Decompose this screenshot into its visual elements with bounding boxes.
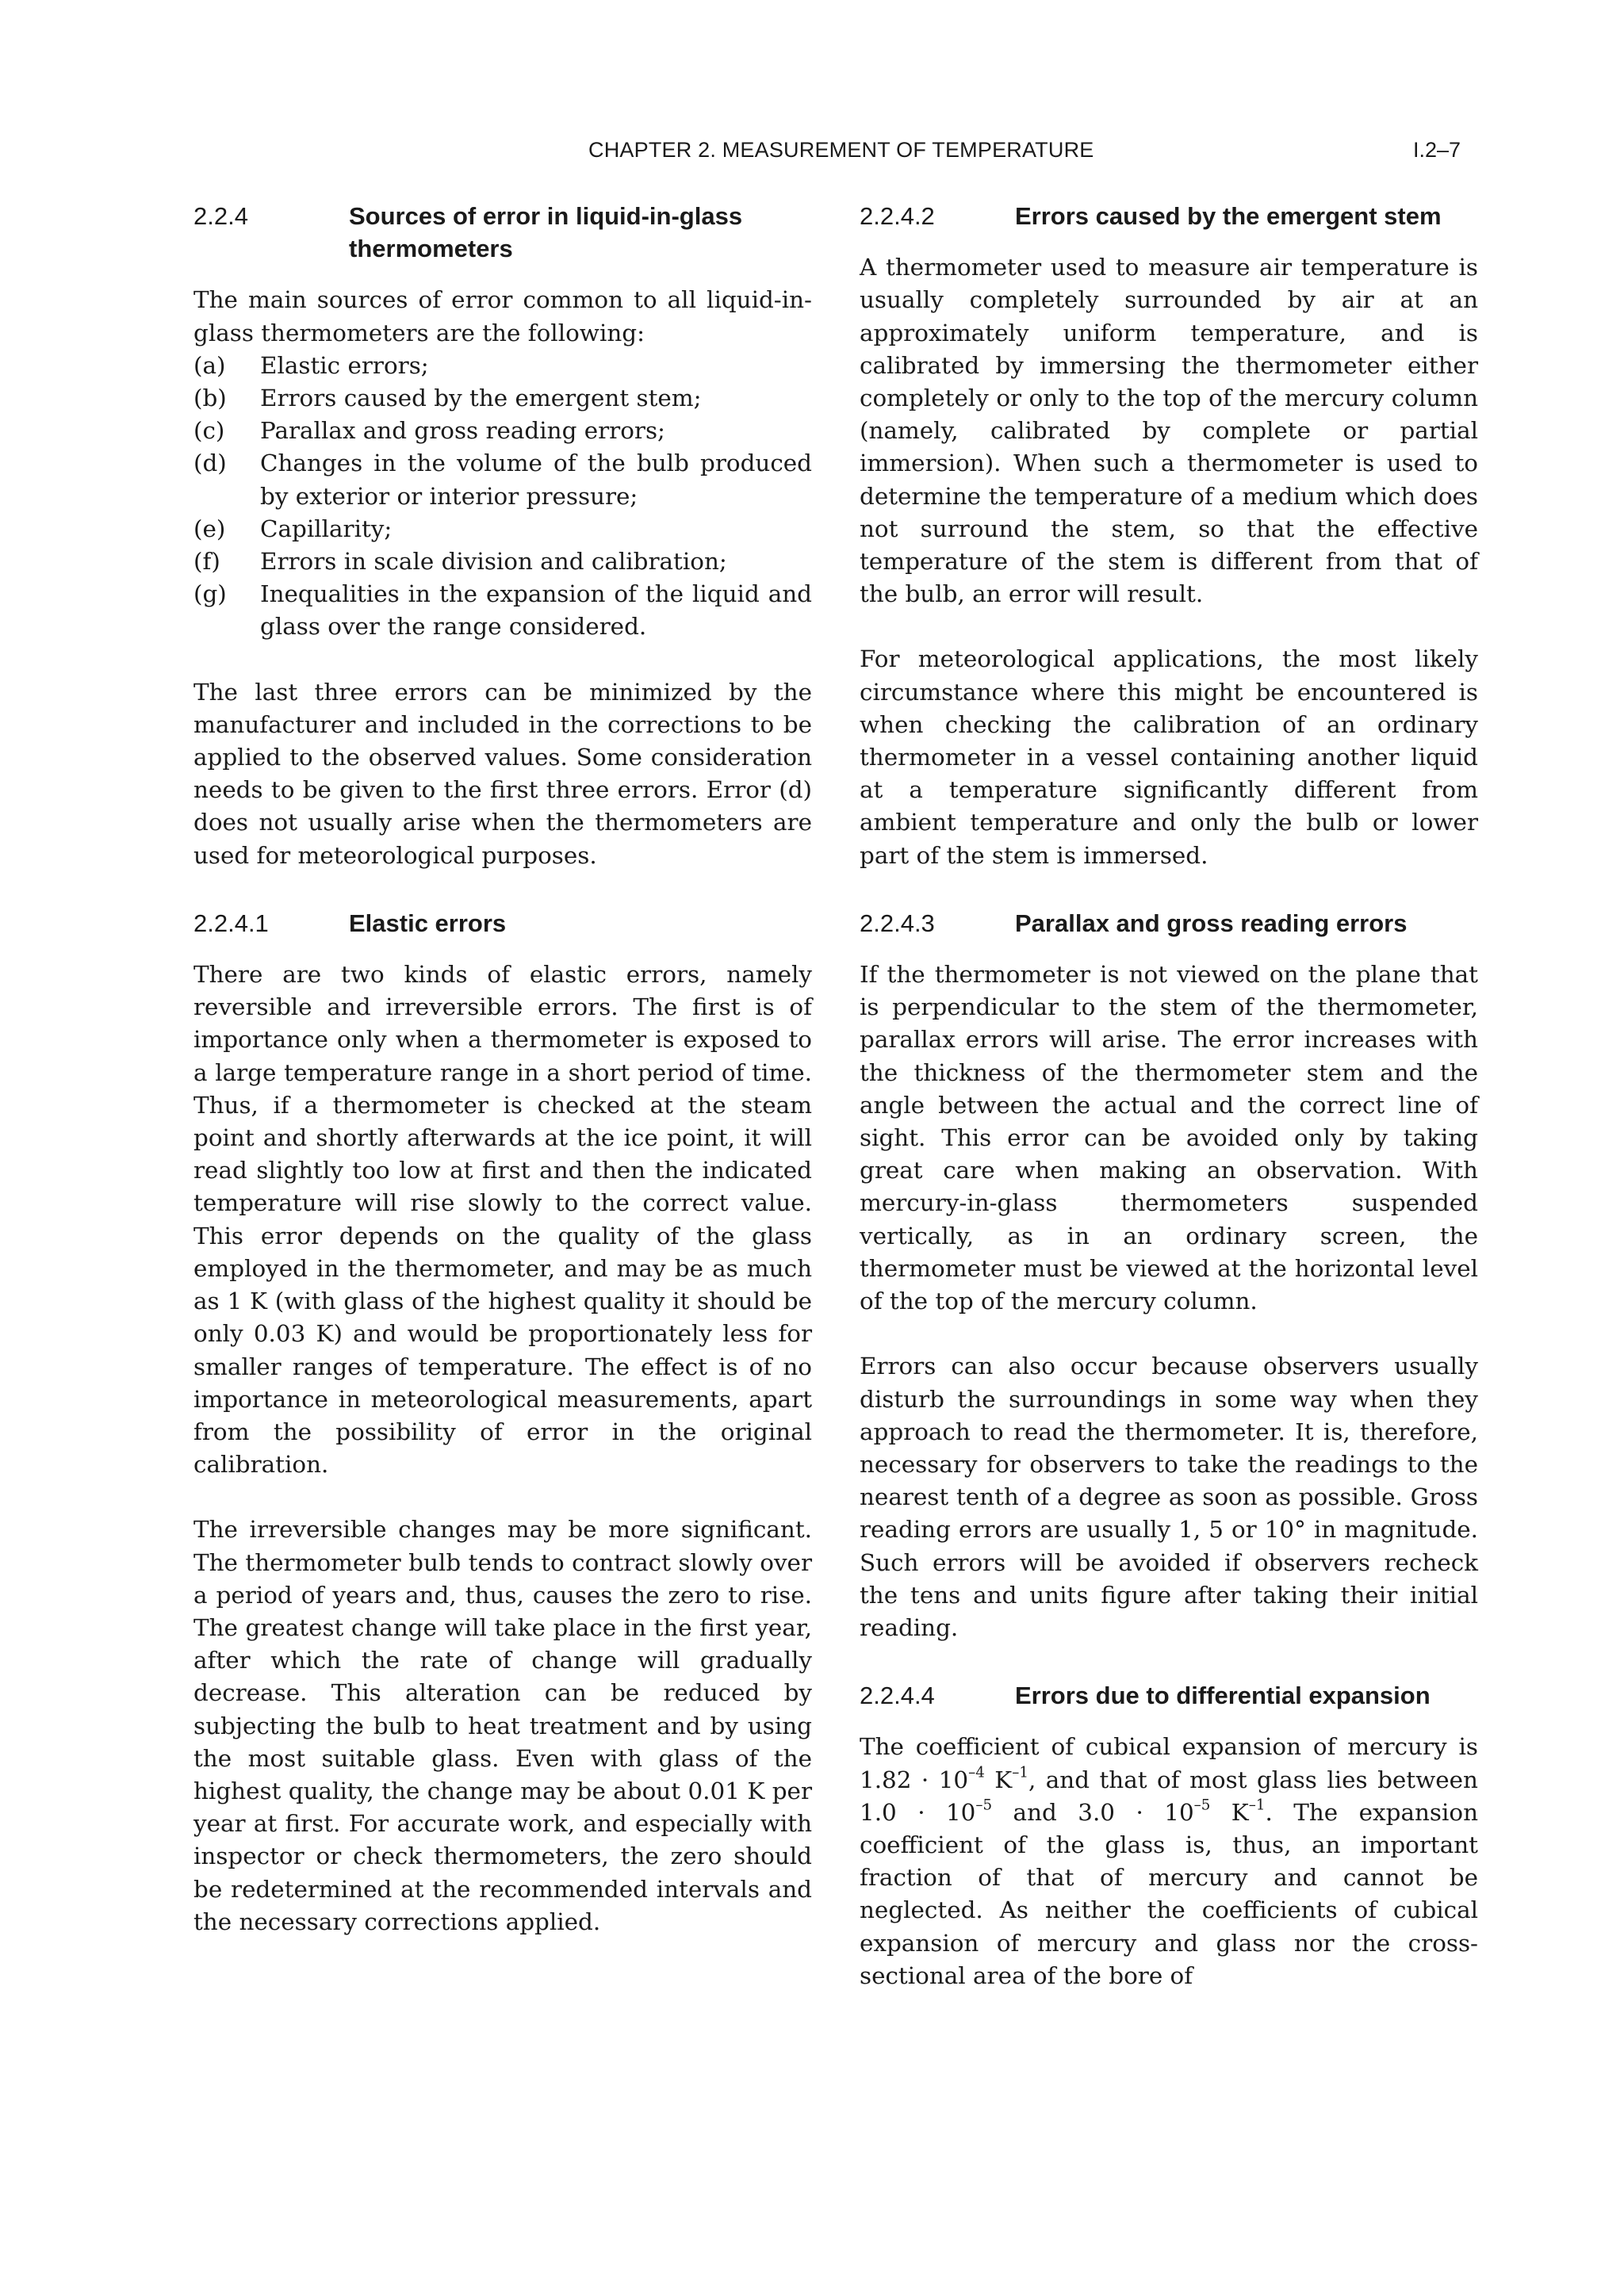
list-item-text: Errors caused by the emergent stem; xyxy=(260,385,702,412)
list-item xyxy=(193,513,812,545)
paragraph-elastic-reversible: There are two kinds of elastic errors, namely reversible and irreversible errors. The first is of importance only when a thermometer is exposed to a large temperature range in a short period of time. Thus, if a thermometer is checked at the steam point and shortly afterwards at the ice point, it will read slightly too low at first and then the indicated temperature will rise slowly to the correct value. This error depends on the quality of the glass employed in the thermometer, and may be as much as 1 K (with glass of the highest quality it should be only 0.03 K) and would be proportionately less for smaller ranges of temperature. The effect is of no importance in meteorological measurements, apart from the possibility of error in the original calibration. xyxy=(193,961,812,1479)
section-number: 2.2.4.3 xyxy=(860,909,935,937)
list-item-tag: (a) xyxy=(193,351,226,379)
section-title: Errors caused by the emergent stem xyxy=(1015,202,1442,230)
list-item-tag: (g) xyxy=(193,580,227,608)
list-item-text: Parallax and gross reading errors; xyxy=(260,417,665,445)
section-title: Sources of error in liquid-in-glass thermometers xyxy=(349,202,743,263)
text-run: K xyxy=(984,1766,1013,1793)
paragraph-differential-expansion xyxy=(860,1731,1478,1992)
text-run: K xyxy=(1210,1798,1249,1826)
section-heading-2-2-4-1 xyxy=(193,907,812,939)
list-item-text: Changes in the volume of the bulb produced by exterior or interior pressure; xyxy=(260,450,812,510)
section-heading-2-2-4-4 xyxy=(860,1679,1478,1712)
paragraph-parallax-1: If the thermometer is not viewed on the plane that is perpendicular to the stem of the thermometer, parallax errors will arise. The error increases with the thickness of the thermometer stem and the angle between the actual and the correct line of sight. This error can be avoided only by taking great care when making an observation. With mercury-in-glass thermometers suspended vertically, as in an ordinary screen, the thermometer must be viewed at the horizontal level of the top of the mercury column. xyxy=(860,961,1478,1315)
running-header xyxy=(0,138,1624,170)
list-intro: The main sources of error common to all liquid-in-glass thermometers are the following: xyxy=(193,286,812,346)
list-item-tag: (e) xyxy=(193,515,226,542)
section-heading-2-2-4-2 xyxy=(860,200,1478,232)
text-run: , and that of most glass lies between 1.0 · 10 xyxy=(860,1766,1478,1826)
exponent: –1 xyxy=(1248,1797,1266,1814)
left-column xyxy=(193,200,812,1938)
list-item xyxy=(193,382,812,415)
list-item-tag: (b) xyxy=(193,385,227,412)
paragraph-emergent-stem-1: A thermometer used to measure air temperature is usually completely surrounded by air at an approximately uniform temperature, and is calibrated by immersing the thermometer either completely or only to the top of the mercury column (namely, calibrated by complete or partial immersion). When such a thermometer is used to determine the temperature of a medium which does not surround the stem, so that the effective temperature of the stem is different from that of the bulb, an error will result. xyxy=(860,254,1478,608)
section-number: 2.2.4 xyxy=(193,202,248,230)
list-item-text: Capillarity; xyxy=(260,515,393,542)
running-title: CHAPTER 2. MEASUREMENT OF TEMPERATURE xyxy=(588,138,1094,162)
list-item xyxy=(193,545,812,578)
exponent: –4 xyxy=(968,1763,985,1781)
list-item-tag: (d) xyxy=(193,450,227,477)
list-item xyxy=(193,447,812,512)
list-item-tag: (f) xyxy=(193,548,220,576)
text-run: . The expansion coefficient of the glass is, thus, an important fraction of that of mercury and cannot be neglected. As neither the coefficients of cubical expansion of mercury and glass nor the cross-sectional area of the bore of xyxy=(860,1798,1478,1989)
paragraph-parallax-2: Errors can also occur because observers usually disturb the surroundings in some way when they approach to read the thermometer. It is, therefore, necessary for observers to take the readings to the nearest tenth of a degree as soon as possible. Gross reading errors are usually 1, 5 or 10° in magnitude. Such errors will be avoided if observers recheck the tens and units figure after taking their initial reading. xyxy=(860,1353,1478,1641)
exponent: –1 xyxy=(1012,1763,1028,1781)
section-heading-2-2-4 xyxy=(193,200,812,265)
list-item-text: Errors in scale division and calibration; xyxy=(260,548,727,576)
section-heading-2-2-4-3 xyxy=(860,907,1478,939)
list-item-text: Inequalities in the expansion of the liquid and glass over the range considered. xyxy=(260,580,812,641)
paragraph-last-three-errors: The last three errors can be minimized by the manufacturer and included in the corrections to be applied to the observed values. Some consideration needs to be given to the first three errors. Error (d) does not usually arise when the thermometers are used for meteorological purposes. xyxy=(193,678,812,869)
list-item xyxy=(193,415,812,447)
section-title: Parallax and gross reading errors xyxy=(1015,909,1408,937)
exponent: –5 xyxy=(975,1797,993,1814)
section-title: Errors due to differential expansion xyxy=(1015,1682,1431,1710)
error-sources-list xyxy=(193,350,812,644)
list-item-text: Elastic errors; xyxy=(260,351,429,379)
list-item-tag: (c) xyxy=(193,417,225,445)
exponent: –5 xyxy=(1193,1797,1211,1814)
paragraph-emergent-stem-2: For meteorological applications, the most likely circumstance where this might be encountered is when checking the calibration of an ordinary thermometer in a vessel containing another liquid at a temperature significantly different from ambient temperature and only the bulb or lower part of the stem is immersed. xyxy=(860,645,1478,869)
section-number: 2.2.4.4 xyxy=(860,1682,935,1710)
section-number: 2.2.4.2 xyxy=(860,202,935,230)
text-run: and 3.0 · 10 xyxy=(992,1798,1194,1826)
text-run: The coefficient of cubical expansion of mercury is 1.82 · 10 xyxy=(860,1733,1478,1793)
page-number: I.2–7 xyxy=(1412,138,1461,162)
right-column xyxy=(860,200,1478,1992)
list-item xyxy=(193,350,812,382)
paragraph-elastic-irreversible: The irreversible changes may be more significant. The thermometer bulb tends to contract slowly over a period of years and, thus, causes the zero to rise. The greatest change will take place in the first year, after which the rate of change will gradually decrease. This alteration can be reduced by subjecting the bulb to heat treatment and by using the most suitable glass. Even with glass of the highest quality, the change may be about 0.01 K per year at first. For accurate work, and especially with inspector or check thermometers, the zero should be redetermined at the recommended intervals and the necessary corrections applied. xyxy=(193,1516,812,1935)
list-item xyxy=(193,578,812,643)
section-number: 2.2.4.1 xyxy=(193,909,269,937)
section-title: Elastic errors xyxy=(349,909,507,937)
